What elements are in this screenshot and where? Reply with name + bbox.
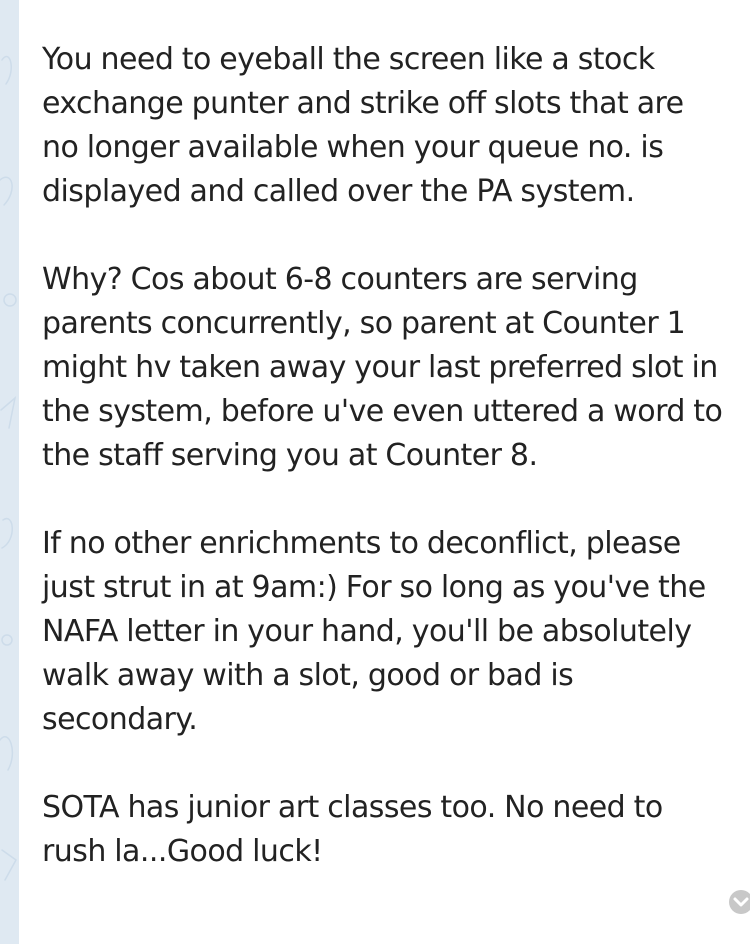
paragraph-gap — [42, 742, 750, 786]
message-line: exchange punter and strike off slots that are — [42, 86, 684, 121]
message-line: secondary. — [42, 702, 198, 737]
message-line: parents concurrently, so parent at Counter 1 — [42, 306, 686, 341]
message-line: walk away with a slot, good or bad is — [42, 658, 574, 693]
message-line: no longer available when your queue no. is — [42, 130, 664, 165]
message-line: just strut in at 9am:) For so long as you've the — [42, 570, 706, 605]
message-line: rush la...Good luck! — [42, 834, 323, 869]
message-line: Why? Cos about 6-8 counters are serving — [42, 262, 638, 297]
message-line: NAFA letter in your hand, you'll be absolutely — [42, 614, 692, 649]
chat-wallpaper — [0, 0, 19, 944]
paragraph-gap — [42, 478, 750, 522]
scroll-down-button[interactable] — [728, 889, 750, 915]
message-line: If no other enrichments to deconflict, please — [42, 526, 681, 561]
message-line: the staff serving you at Counter 8. — [42, 438, 538, 473]
message-line: might hv taken away your last preferred slot in — [42, 350, 718, 385]
paragraph-gap — [42, 214, 750, 258]
message-line: the system, before u've even uttered a word to — [42, 394, 723, 429]
message-bubble — [19, 0, 750, 944]
chevron-down-circle-icon — [728, 889, 750, 915]
message-text — [42, 38, 750, 874]
wallpaper-doodle-pattern — [0, 0, 19, 944]
message-line: You need to eyeball the screen like a stock — [42, 42, 655, 77]
message-line: displayed and called over the PA system. — [42, 174, 635, 209]
message-line: SOTA has junior art classes too. No need to — [42, 790, 663, 825]
